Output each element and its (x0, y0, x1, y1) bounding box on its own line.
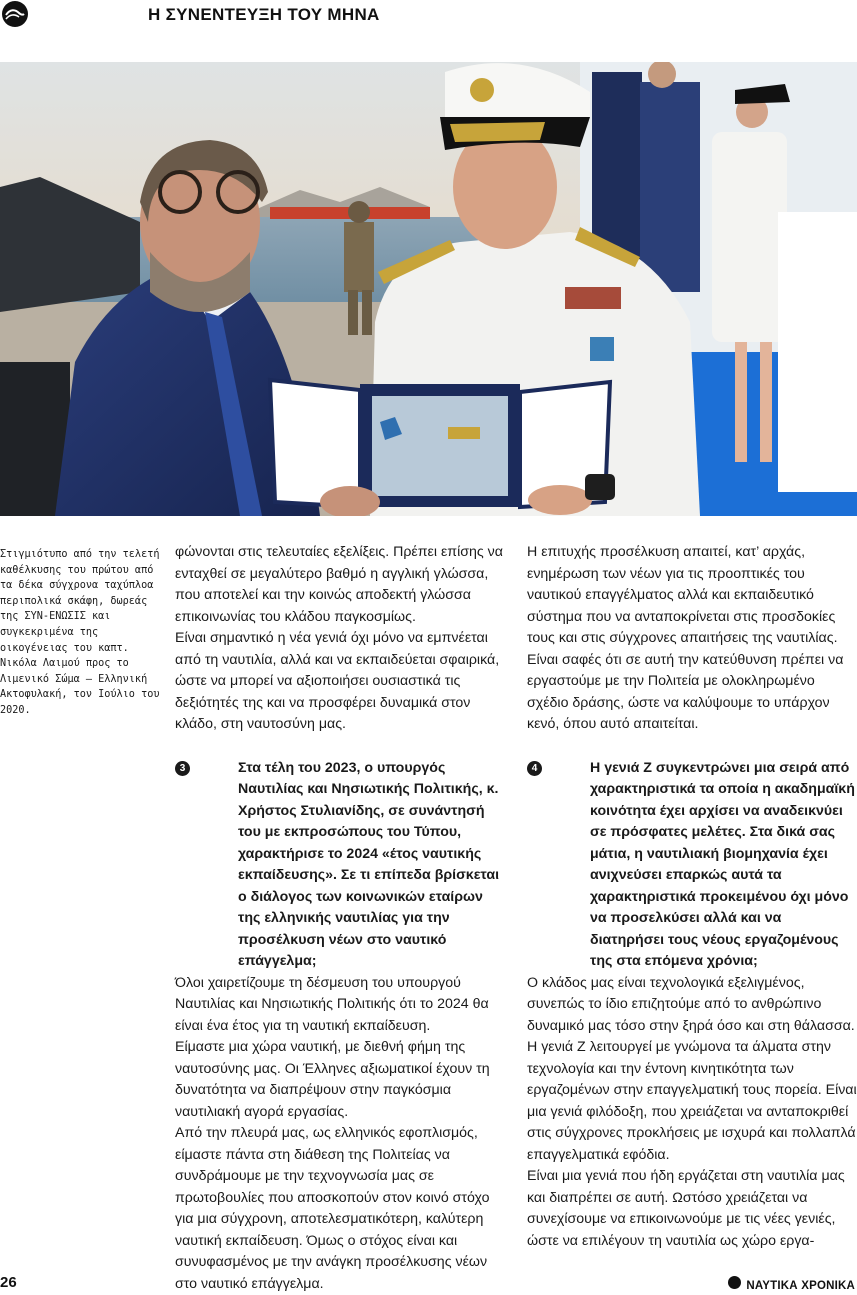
paragraph: Από την πλευρά μας, ως ελληνικός εφοπλισμός, είμαστε πάντα στη διάθεση της Πολιτείας να συνδράμουμε με την τεχνογνωσία μας σε πρωτοβουλίες που αποσκοπούν στον κοινό στόχο για μια σύγχρονη, αποτελεσματικότερη, καλύτερη ναυτική εκπαίδευση. Όμως ο στόχος είναι και συνυφασμένος με την ανάγκη προσέλκυσης νέων στο ναυτικό επάγγελμα. (175, 1125, 490, 1292)
question-text: Στα τέλη του 2023, ο υπουργός Ναυτιλίας και Νησιωτικής Πολιτικής, κ. Χρήστος Στυλιανίδης, σε συνάντησή του με εκπροσώπους του Τύπου, χαρακτήρισε το 2024 «έτος ναυτικής εκπαίδευσης». Σε τι επίπεδα βρίσκεται ο διάλογος των κοινωνικών εταίρων της ελληνικής ναυτιλίας για την προσέλκυση νέων στο ναυτικό επάγγελμα; (238, 759, 500, 969)
page-header (0, 0, 857, 30)
article-column-2 (527, 542, 857, 1252)
paragraph: Η γενιά Ζ λειτουργεί με γνώμονα τα άλματα στην τεχνολογία και την έντονη κινητικότητα των εργαζομένων στην επαγγελματική τους πορεία. Είναι μια γενιά φιλόδοξη, που χρειάζεται να ανταποκριθεί στις σύγχρονες προκλήσεις με ισχυρά και πολλαπλά επαγγελματικά εφόδια. (527, 1039, 857, 1163)
paragraph: Η επιτυχής προσέλκυση απαιτεί, κατ’ αρχάς, ενημέρωση των νέων για τις προοπτικές του ναυτικού επαγγέλματος αλλά και εκπαιδευτικό σύστημα που να ανταποκρίνεται στις προσδοκίες τους και στις σύγχρονες απαιτήσεις της ναυτιλίας. (527, 544, 838, 646)
section-title: Η ΣΥΝΕΝΤΕΥΞΗ ΤΟΥ ΜΗΝΑ (148, 5, 380, 24)
paragraph: Είμαστε μια χώρα ναυτική, με διεθνή φήμη της ναυτοσύνης μας. Οι Έλληνες αξιωματικοί έχουν τη δυνατότητα να διαπρέψουν στην παγκόσμια ναυτιλιακή αγορά εργασίας. (175, 1039, 490, 1120)
paragraph: Είναι σημαντικό η νέα γενιά όχι μόνο να εμπνέεται από τη ναυτιλία, αλλά και να εκπαιδεύεται σφαιρικά, ώστε να μπορεί να αξιοποιήσει ουσιαστικά τις δεξιότητές της και να προσφέρει δυναμικά στον κλάδο, στη ναυτοσύνη μας. (175, 630, 500, 732)
photo-ceremony-plaque (0, 62, 857, 516)
page-number: 26 (0, 1274, 17, 1291)
photo-caption: Στιγμιότυπο από την τελετή καθέλκυσης του πρώτου από τα δέκα σύγχρονα ταχύπλοα περιπολικά σκάφη, δωρεάς της ΣΥΝ-ΕΝΩΣΙΣ και συγκεκριμένα της οικογένειας του καπτ. Νικόλα Λαιμού προς το Λιμενικό Σώμα – Ελληνική Ακτοφυλακή, τον Ιούλιο του 2020. (0, 549, 160, 716)
article-column-1 (175, 542, 506, 1295)
paragraph: Είναι σαφές ότι σε αυτή την κατεύθυνση πρέπει να εργαστούμε με την Πολιτεία με ολοκληρωμένο σχέδιο δράσης, ώστε να καλύψουμε το υπάρχον κενό, όπου αυτό απαιτείται. (527, 651, 844, 732)
brand-name: ΝΑΥΤΙΚΑ ΧΡΟΝΙΚΑ (746, 1280, 855, 1292)
paragraph: φώνονται στις τελευταίες εξελίξεις. Πρέπει επίσης να ενταχθεί σε μεγαλύτερο βαθμό η αγγλική γλώσσα, που αποτελεί και την κοινώς αποδεκτή γλώσσα επικοινωνίας του κλάδου παγκοσμίως. (175, 544, 503, 625)
paragraph: Όλοι χαιρετίζουμε τη δέσμευση του υπουργού Ναυτιλίας και Νησιωτικής Πολιτικής ότι το 2024 θα είναι ένα έτος για τη ναυτική εκπαίδευση. (175, 974, 489, 1034)
paragraph: Είναι μια γενιά που ήδη εργάζεται στη ναυτιλία μας και διαπρέπει σε αυτή. Ωστόσο χρειάζεται να συνεχίσουμε να επικοινωνούμε με τις νέες γενιές, ώστε να επιλέγουν τη ναυτιλία ως χώρο εργα- (527, 1168, 845, 1249)
question-number-badge: 3 (175, 761, 190, 776)
question-number-badge: 4 (527, 761, 542, 776)
paragraph: Ο κλάδος μας είναι τεχνολογικά εξελιγμένος, συνεπώς το ίδιο επιζητούμε από το ανθρώπινο δυναμικό μας τόσο στην ξηρά όσο και στη θάλασσα. (527, 974, 855, 1034)
interview-question-3 (175, 758, 506, 973)
footer-brand (728, 1276, 855, 1290)
interview-question-4 (527, 758, 857, 973)
question-text: Η γενιά Ζ συγκεντρώνει μια σειρά από χαρακτηριστικά τα οποία η ακαδημαϊκή κοινότητα έχει αρχίσει να αναδεικνύει σε πρόσφατες μελέτες. Στα δικά σας μάτια, η ναυτιλιακή βιομηχανία έχει ανιχνεύσει επαρκώς αυτά τα χαρακτηριστικά προκειμένου όχι μόνο να προσελκύσει αλλά και να διατηρήσει τους νέους εργαζομένους της στα επόμενα χρόνια; (590, 759, 855, 969)
wave-icon (2, 1, 28, 27)
